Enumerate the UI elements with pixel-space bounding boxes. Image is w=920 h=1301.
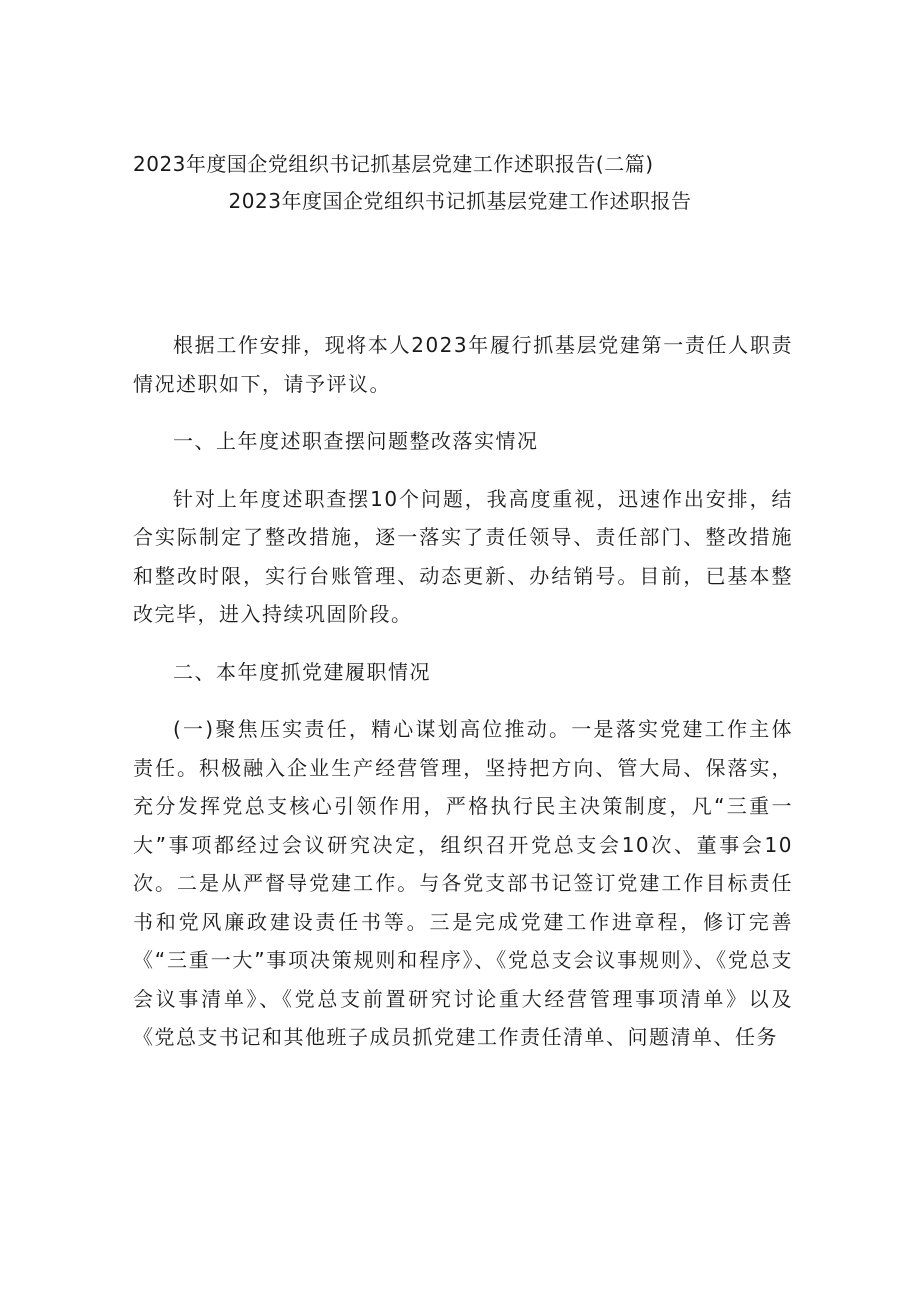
paragraph-rectification: 针对上年度述职查摆10个问题，我高度重视，迅速作出安排，结合实际制定了整改措施，逐一落实了责任领导、责任部门、整改措施和整改时限，实行台账管理、动态更新、办结销号。目前，已基本整改完毕，进入持续巩固阶段。	[133, 486, 793, 626]
paragraph-intro: 根据工作安排，现将本人2023年履行抓基层党建第一责任人职责情况述职如下，请予评议。	[133, 333, 793, 396]
document-title: 2023年度国企党组织书记抓基层党建工作述职报告(二篇)	[133, 152, 654, 176]
document-subtitle: 2023年度国企党组织书记抓基层党建工作述职报告	[228, 189, 692, 213]
section-heading-1: 一、上年度述职查摆问题整改落实情况	[173, 429, 539, 453]
paragraph-responsibility: (一)聚焦压实责任，精心谋划高位推动。一是落实党建工作主体责任。积极融入企业生产经营管理，坚持把方向、管大局、保落实，充分发挥党总支核心引领作用，严格执行民主决策制度，凡“三重一大”事项都经过会议研究决定，组织召开党总支会10次、董事会10次。二是从严督导党建工作。与各党支部书记签订党建工作目标责任书和党风廉政建设责任书等。三是完成党建工作进章程，修订完善《“三重一大”事项决策规则和程序》、《党总支会议事规则》、《党总支会议事清单》、《党总支前置研究讨论重大经营管理事项清单》以及《党总支书记和其他班子成员抓党建工作责任清单、问题清单、任务	[133, 717, 793, 1049]
section-heading-2: 二、本年度抓党建履职情况	[173, 659, 431, 684]
document-body	[133, 326, 793, 1057]
